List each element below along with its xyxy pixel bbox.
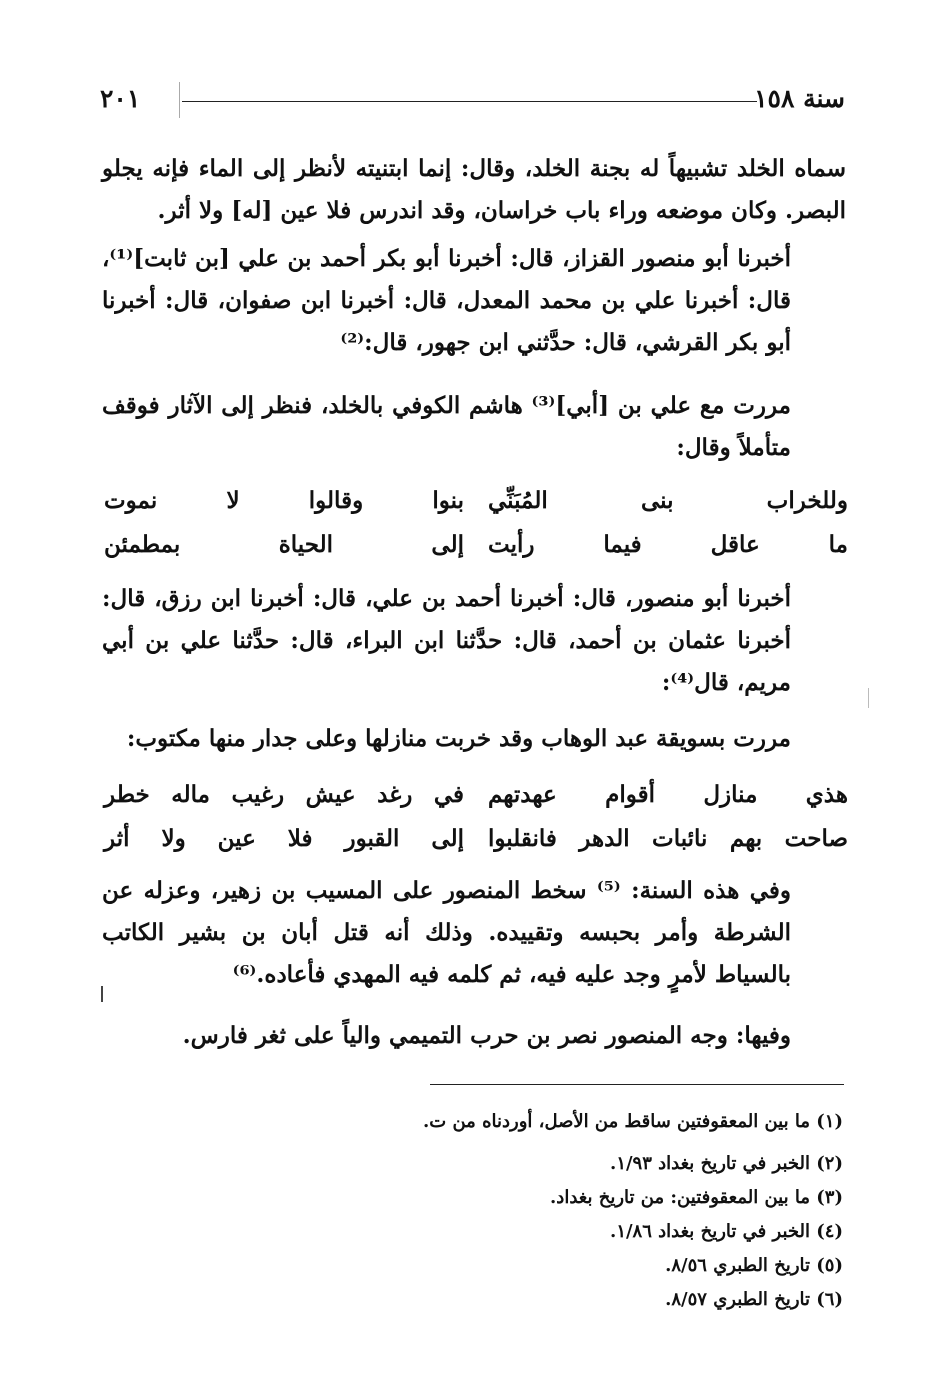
verse-first-hemistich: ما عاقل فيما رأيت bbox=[488, 530, 848, 558]
paragraph-7 bbox=[102, 1015, 846, 1057]
paragraph-4 bbox=[102, 578, 846, 704]
paragraph-text: وفيها: وجه المنصور نصر بن حرب التميمي والياً على ثغر فارس. bbox=[182, 1022, 791, 1049]
footnote: (٢) الخبر في تاريخ بغداد ١/٩٣. bbox=[610, 1153, 843, 1174]
footnote: (٤) الخبر في تاريخ بغداد ١/٨٦. bbox=[610, 1221, 843, 1242]
footnote: (٥) تاريخ الطبري ٨/٥٦. bbox=[665, 1255, 843, 1276]
poem-verse bbox=[104, 522, 848, 566]
margin-mark bbox=[868, 688, 869, 708]
paragraph-text: وفي هذه السنة: ⁽⁵⁾ سخط المنصور على المسيب بن زهير، وعزله عن الشرطة وأمر بحبسه وتقييده. وذلك أنه قتل أبان بن بشير الكاتب بالسياط لأمرٍ وجد عليه فيه، ثم كلمه فيه المهدي فأعاده.⁽⁶⁾ bbox=[102, 877, 792, 988]
paragraph-2 bbox=[102, 238, 846, 364]
verse-second-hemistich: إلى القبور فلا عين ولا أثر bbox=[104, 824, 464, 852]
paragraph-text: أخبرنا أبو منصور القزاز، قال: أخبرنا أبو بكر أحمد بن علي [بن ثابت]⁽¹⁾، قال: أخبرنا علي بن محمد المعدل، قال: أخبرنا ابن صفوان، قال: أخبرنا أبو بكر القرشي، قال: حدَّثني ابن جهور، قال:⁽²⁾ bbox=[102, 245, 791, 356]
footnote-separator bbox=[430, 1084, 844, 1085]
verse-second-hemistich: في رغد عيش رغيب ماله خطر bbox=[104, 780, 464, 808]
poem-2 bbox=[104, 772, 848, 860]
poem-verse bbox=[104, 816, 848, 860]
verse-second-hemistich: بنوا وقالوا لا نموت bbox=[104, 486, 464, 514]
verse-first-hemistich: صاحت بهم نائبات الدهر فانقلبوا bbox=[488, 824, 848, 852]
verse-second-hemistich: إلى الحياة بمطمئن bbox=[104, 530, 464, 558]
poem-verse bbox=[104, 478, 848, 522]
paragraph-5 bbox=[102, 718, 846, 760]
paragraph-1 bbox=[102, 148, 846, 232]
paragraph-text: مررت مع علي بن [أبي]⁽³⁾ هاشم الكوفي بالخلد، فنظر إلى الآثار فوقف متأملاً وقال: bbox=[102, 392, 792, 461]
paragraph-text: سماه الخلد تشبيهاً له بجنة الخلد، وقال: إنما ابتنيته لأنظر إلى الماء فإنه يجلو البصر. وكان موضعه وراء باب خراسان، وقد اندرس فلا عين [له] ولا أثر. bbox=[102, 155, 846, 224]
paragraph-text: أخبرنا أبو منصور، قال: أخبرنا أحمد بن علي، قال: أخبرنا ابن رزق، قال: أخبرنا عثمان بن أحمد، قال: حدَّثنا ابن البراء، قال: حدَّثنا علي بن أبي مريم، قال⁽⁴⁾: bbox=[102, 585, 791, 696]
margin-mark bbox=[101, 986, 103, 1002]
footnote: (٣) ما بين المعقوفتين: من تاريخ بغداد. bbox=[550, 1187, 843, 1208]
footnote: (١) ما بين المعقوفتين ساقط من الأصل، أوردناه من ت. bbox=[422, 1111, 843, 1132]
paragraph-3 bbox=[102, 385, 846, 469]
header-tick bbox=[179, 82, 180, 118]
paragraph-text: مررت بسويقة عبد الوهاب وقد خربت منازلها وعلى جدار منها مكتوب: bbox=[126, 725, 791, 752]
poem-1 bbox=[104, 478, 848, 566]
header-rule bbox=[182, 101, 757, 102]
running-title: سنة ١٥٨ bbox=[754, 84, 845, 113]
page-number: ٢٠١ bbox=[100, 84, 141, 113]
verse-first-hemistich: هذي منازل أقوام عهدتهم bbox=[488, 780, 848, 808]
page-header bbox=[100, 80, 845, 120]
poem-verse bbox=[104, 772, 848, 816]
paragraph-6 bbox=[102, 870, 846, 996]
footnotes bbox=[102, 1105, 843, 1317]
footnote: (٦) تاريخ الطبري ٨/٥٧. bbox=[665, 1289, 843, 1310]
verse-first-hemistich: وللخراب بنى المُبَنِّي bbox=[488, 486, 848, 514]
